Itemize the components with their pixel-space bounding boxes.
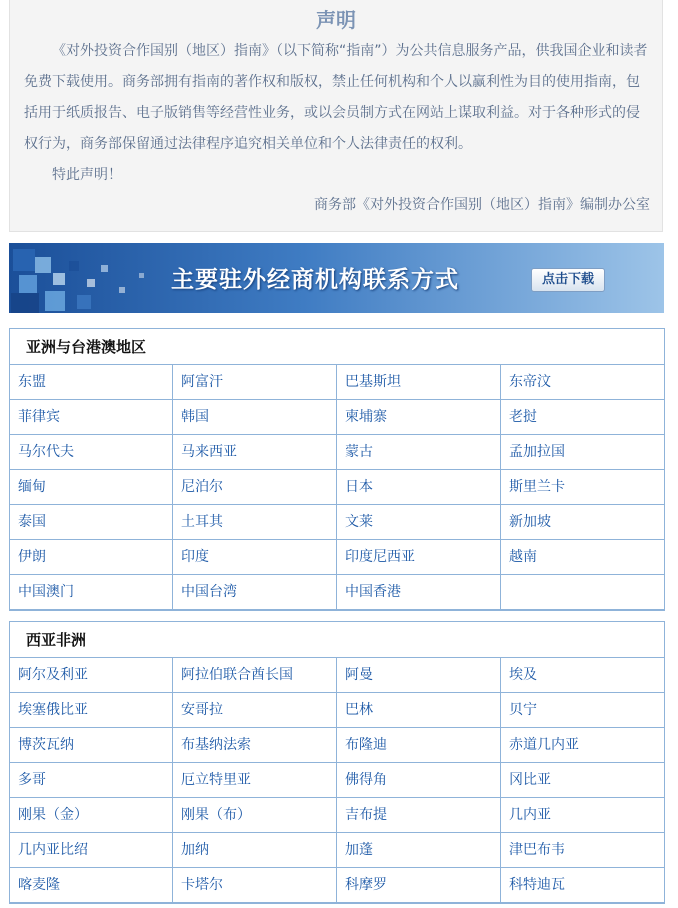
country-link[interactable]: 柬埔寨: [337, 400, 501, 435]
notice-title: 声明: [316, 8, 356, 32]
country-link[interactable]: 安哥拉: [173, 693, 337, 728]
country-link[interactable]: 蒙古: [337, 435, 501, 470]
country-link[interactable]: 印度: [173, 540, 337, 575]
region-heading: 西亚非洲: [10, 622, 664, 658]
country-link[interactable]: 津巴布韦: [501, 833, 664, 868]
country-link[interactable]: 马来西亚: [173, 435, 337, 470]
country-link[interactable]: 阿尔及利亚: [10, 658, 173, 693]
country-link[interactable]: 科特迪瓦: [501, 868, 664, 903]
country-link[interactable]: 阿拉伯联合酋长国: [173, 658, 337, 693]
country-link[interactable]: 尼泊尔: [173, 470, 337, 505]
country-link[interactable]: 赤道几内亚: [501, 728, 664, 763]
country-link[interactable]: 刚果（金）: [10, 798, 173, 833]
country-link[interactable]: 越南: [501, 540, 664, 575]
country-link[interactable]: 斯里兰卡: [501, 470, 664, 505]
country-link[interactable]: 巴基斯坦: [337, 365, 501, 400]
country-link[interactable]: 埃及: [501, 658, 664, 693]
country-link[interactable]: 中国澳门: [10, 575, 173, 610]
cubes-decoration-icon: [9, 243, 169, 313]
country-link[interactable]: 埃塞俄比亚: [10, 693, 173, 728]
country-link[interactable]: 巴林: [337, 693, 501, 728]
country-link[interactable]: 几内亚比绍: [10, 833, 173, 868]
country-link[interactable]: 马尔代夫: [10, 435, 173, 470]
country-link[interactable]: 几内亚: [501, 798, 664, 833]
region-asia: [9, 328, 665, 611]
country-link[interactable]: 阿富汗: [173, 365, 337, 400]
country-link[interactable]: 孟加拉国: [501, 435, 664, 470]
country-link[interactable]: 多哥: [10, 763, 173, 798]
country-link[interactable]: 科摩罗: [337, 868, 501, 903]
country-link[interactable]: 贝宁: [501, 693, 664, 728]
country-link[interactable]: 印度尼西亚: [337, 540, 501, 575]
country-link[interactable]: 东盟: [10, 365, 173, 400]
country-link[interactable]: 加蓬: [337, 833, 501, 868]
country-link[interactable]: 吉布提: [337, 798, 501, 833]
country-link[interactable]: 泰国: [10, 505, 173, 540]
country-link[interactable]: 博茨瓦纳: [10, 728, 173, 763]
region-west-asia-africa: [9, 621, 665, 904]
country-link[interactable]: 厄立特里亚: [173, 763, 337, 798]
country-link[interactable]: 喀麦隆: [10, 868, 173, 903]
country-link[interactable]: 中国香港: [337, 575, 501, 610]
notice-box: [9, 0, 663, 232]
country-link[interactable]: 新加坡: [501, 505, 664, 540]
country-link[interactable]: 文莱: [337, 505, 501, 540]
country-link[interactable]: 加纳: [173, 833, 337, 868]
country-link[interactable]: 菲律宾: [10, 400, 173, 435]
banner-title: 主要驻外经商机构联系方式: [171, 267, 459, 293]
region-heading: 亚洲与台港澳地区: [10, 329, 664, 365]
country-grid: [10, 658, 664, 903]
country-link[interactable]: 布基纳法索: [173, 728, 337, 763]
country-grid: [10, 365, 664, 610]
country-link[interactable]: 佛得角: [337, 763, 501, 798]
country-link[interactable]: 布隆迪: [337, 728, 501, 763]
notice-paragraph: [10, 36, 662, 160]
country-link[interactable]: 冈比亚: [501, 763, 664, 798]
country-link[interactable]: 日本: [337, 470, 501, 505]
empty-cell: [501, 575, 664, 610]
download-button[interactable]: 点击下载: [531, 268, 605, 292]
country-link[interactable]: 刚果（布）: [173, 798, 337, 833]
country-link[interactable]: 缅甸: [10, 470, 173, 505]
notice-text: 《对外投资合作国别（地区）指南》（以下简称“指南”）为公共信息服务产品，供我国企业和读者免费下载使用。商务部拥有指南的著作权和版权，禁止任何机构和个人以赢利性为目的使用指南，包括用于纸质报告、电子版销售等经营性业务，或以会员制方式在网站上谋取利益。对于各种形式的侵权行为，商务部保留通过法律程序追究相关单位和个人法律责任的权利。: [24, 43, 648, 152]
country-link[interactable]: 韩国: [173, 400, 337, 435]
country-link[interactable]: 老挝: [501, 400, 664, 435]
notice-signature: 商务部《对外投资合作国别（地区）指南》编制办公室: [314, 197, 650, 213]
notice-closing: 特此声明！: [52, 167, 122, 183]
country-link[interactable]: 土耳其: [173, 505, 337, 540]
country-link[interactable]: 伊朗: [10, 540, 173, 575]
country-link[interactable]: 阿曼: [337, 658, 501, 693]
contact-banner[interactable]: [9, 243, 664, 313]
country-link[interactable]: 东帝汶: [501, 365, 664, 400]
country-link[interactable]: 中国台湾: [173, 575, 337, 610]
country-link[interactable]: 卡塔尔: [173, 868, 337, 903]
